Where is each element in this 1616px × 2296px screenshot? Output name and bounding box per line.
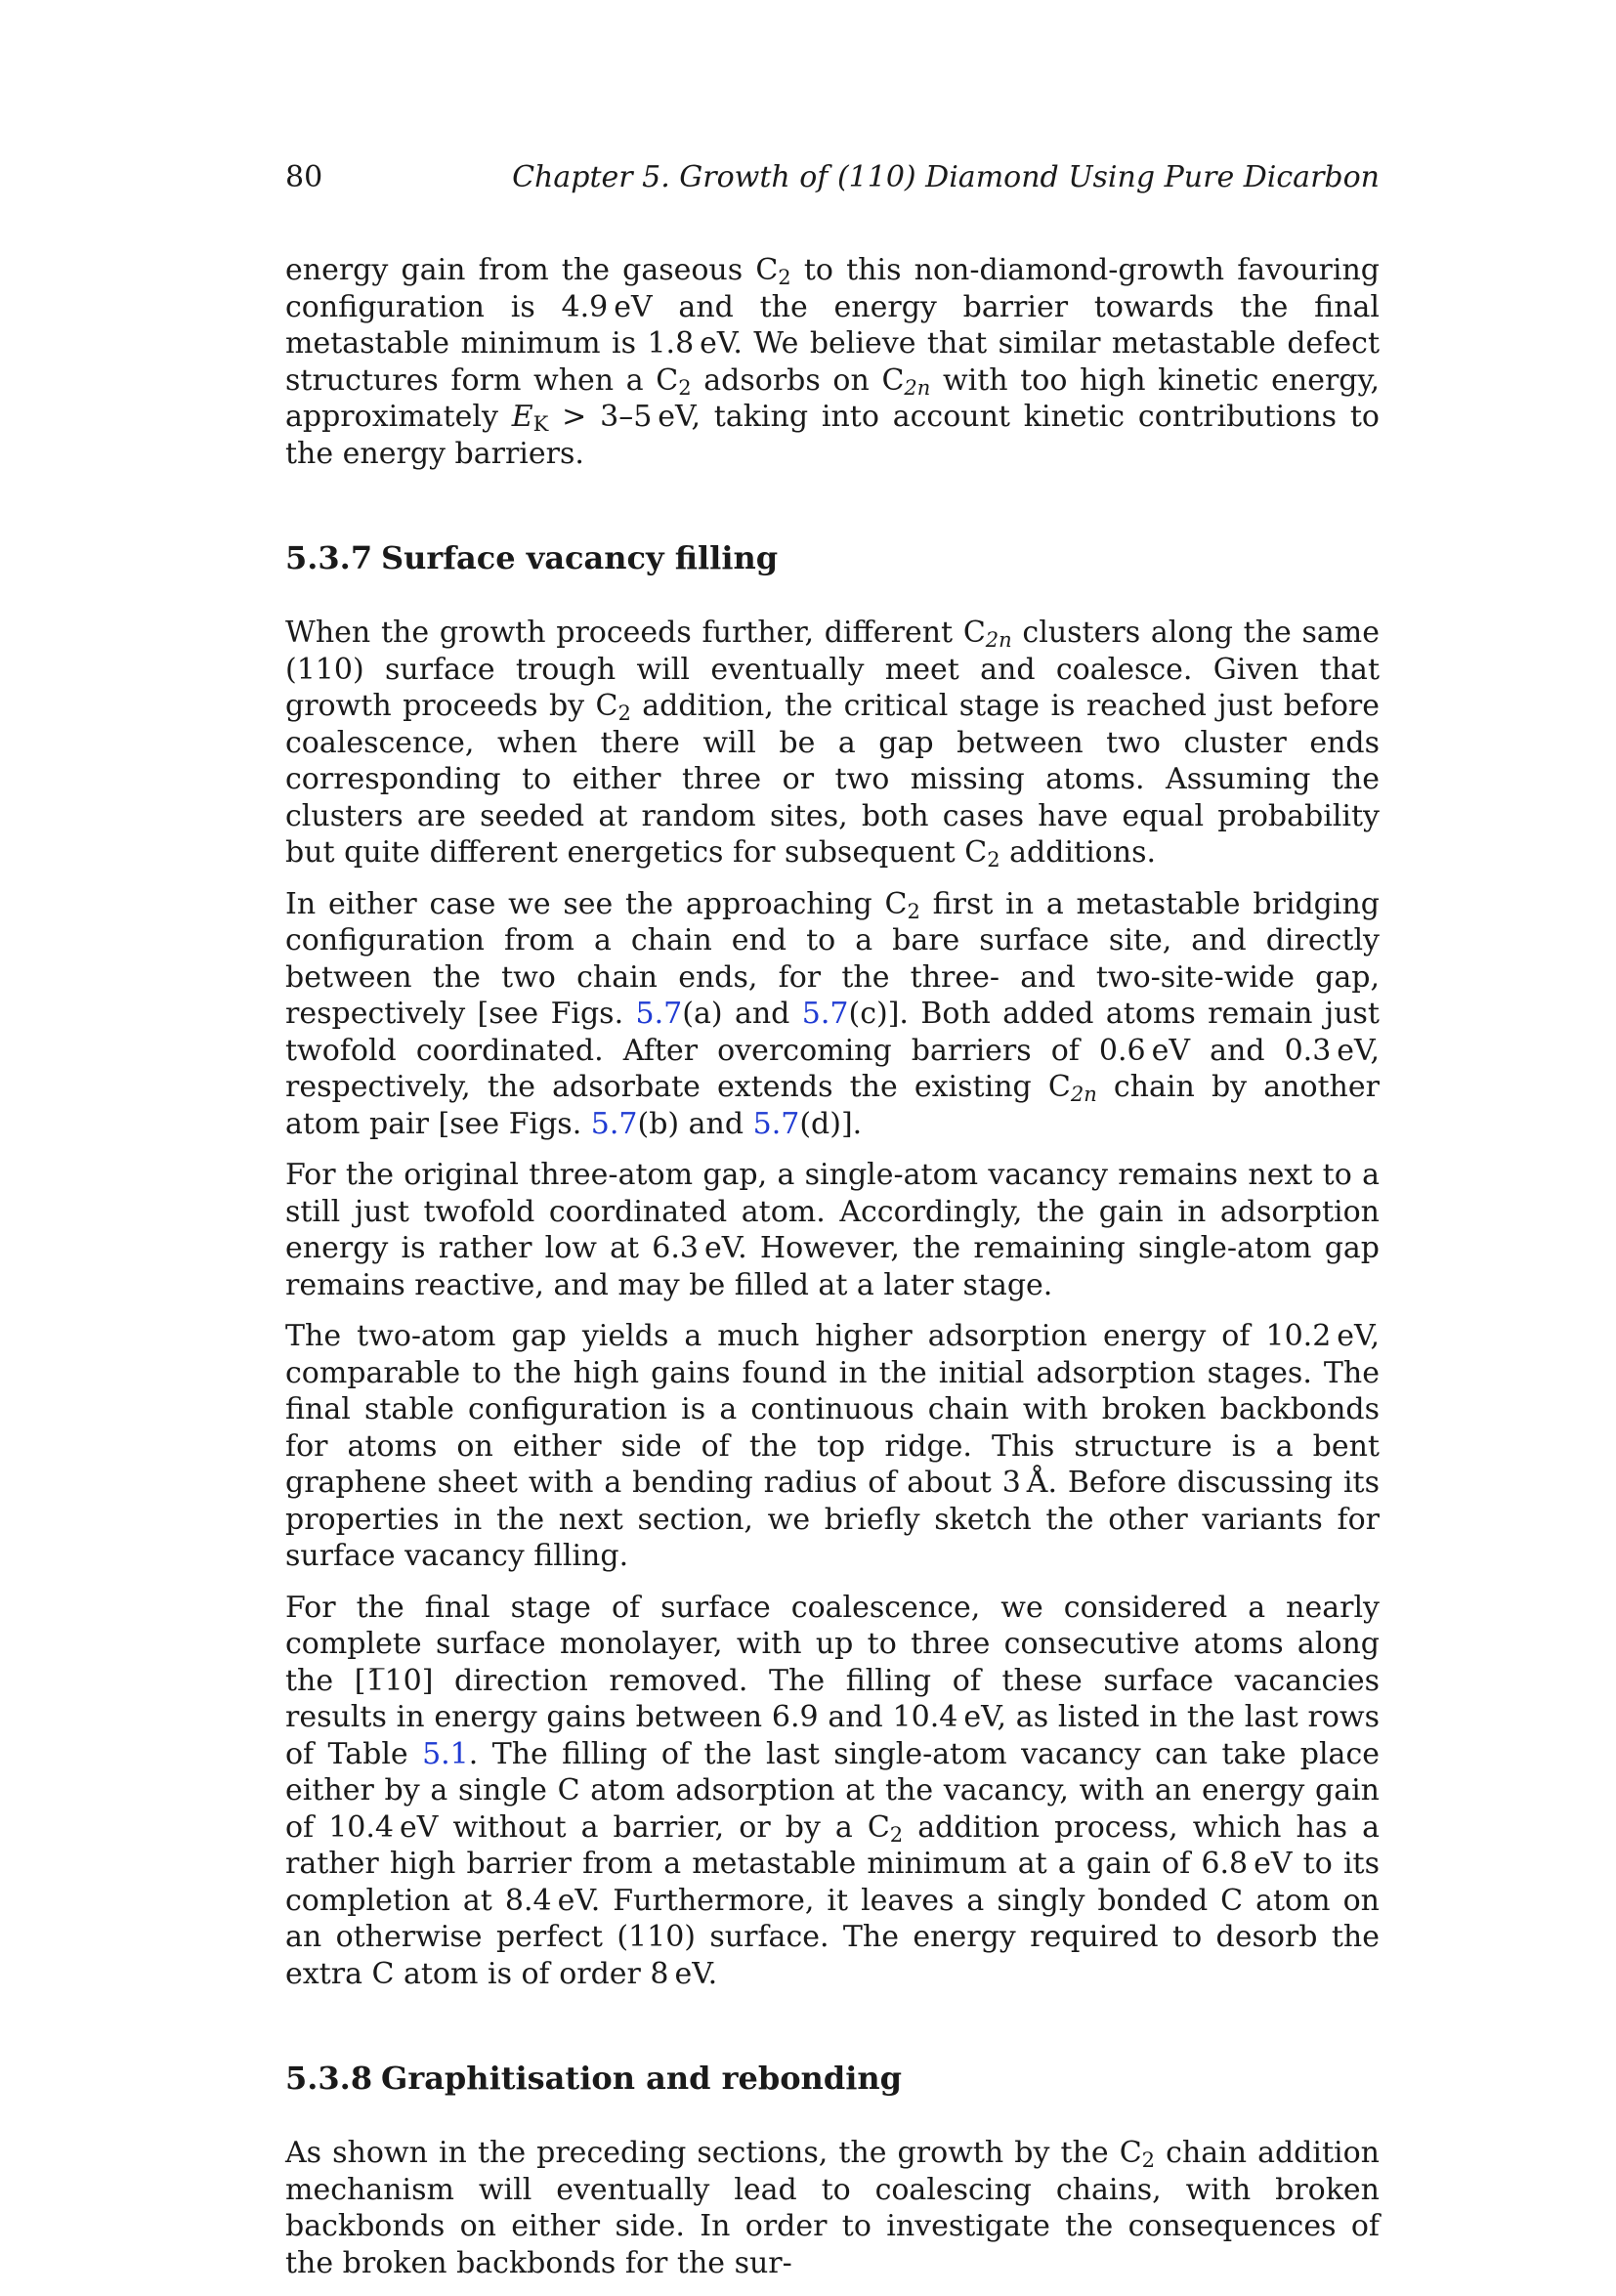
page-number: 80 — [285, 160, 323, 194]
paragraph: For the original three-atom gap, a single-atom vacancy remains next to a still just twofold coordinated atom. Accordingly, the gain in adsorption energy is rather low at 6.3 eV. However, the remaining single-atom gap remains reactive, and may be filled at a later stage. — [285, 1158, 1380, 1302]
running-title: Chapter 5. Growth of (110) Diamond Using Pure Dicarbon — [512, 160, 1380, 194]
page-body — [285, 252, 1380, 2296]
paragraph: As shown in the preceding sections, the growth by the $C_2$ chain addition mechanism will eventually lead to coalescing chains, with broken backbonds on either side. In order to investigate the consequences of the broken backbonds for the sur- — [285, 2136, 1381, 2280]
paragraph: When the growth proceeds further, different $C_{2n}$ clusters along the same (110) surface trough will eventually meet and coalesce. Given that growth proceeds by $C_2$ addition, the critical stage is reached just before coalescence, when there will be a gap between two cluster ends corresponding to either three or two missing atoms. Assuming the clusters are seeded at random sites, both cases have equal probability but quite different energetics for subsequent $C_2$ additions. — [285, 616, 1381, 872]
section-title: Surface vacancy filling — [381, 539, 779, 576]
figure-link[interactable]: 5.7 — [801, 997, 849, 1031]
section-heading-5-3-8 — [285, 2059, 1380, 2098]
figure-link[interactable]: 5.7 — [752, 1106, 800, 1141]
section-title: Graphitisation and rebonding — [381, 2060, 902, 2097]
table-link[interactable]: 5.1 — [422, 1736, 469, 1771]
intro-paragraph: energy gain from the gaseous $C_2$ to this non-diamond-growth favouring configuration is 4.9 eV and the energy barrier towards the final metastable minimum is 1.8 eV. We believe that similar metastable defect structures form when a $C_2$ adsorbs on $C_{2n}$ with too high kinetic energy, approximately $E_K > 3-5$ eV, taking into account kinetic contributions to the energy barriers. — [285, 253, 1380, 471]
running-header — [285, 158, 1380, 197]
section-heading-5-3-7 — [285, 538, 1380, 577]
paragraph: For the final stage of surface coalescence, we considered a nearly complete surface monolayer, with up to three consecutive atoms along the [1̅10] direction removed. The filling of these surface vacancies results in energy gains between 6.9 and 10.4 eV, as listed in the last rows of Table 5.1. The filling of the last single-atom vacancy can take place either by a single C atom adsorption at the vacancy, with an energy gain of 10.4 eV without a barrier, or by a $C_2$ addition process, which has a rather high barrier from a metastable minimum at a gain of 6.8 eV to its completion at 8.4 eV. Furthermore, it leaves a singly bonded C atom on an otherwise perfect (110) surface. The energy required to desorb the extra C atom is of order 8 eV. — [285, 1590, 1380, 1991]
paragraph: The two-atom gap yields a much higher adsorption energy of 10.2 eV, comparable to the high gains found in the initial adsorption stages. The final stable configuration is a continuous chain with broken backbonds for atoms on either side of the top ridge. This structure is a bent graphene sheet with a bending radius of about 3 Å. Before discussing its properties in the next section, we briefly sketch the other variants for surface vacancy filling. — [285, 1319, 1380, 1573]
figure-link[interactable]: 5.7 — [635, 997, 683, 1031]
section-number: 5.3.8 — [285, 2060, 373, 2097]
paragraph: In either case we see the approaching $C_2$ first in a metastable bridging configuration from a chain end to a bare surface site, and directly between the two chain ends, for the three- and two-site-wide gap, respectively [see Figs. 5.7(a) and 5.7(c)]. Both added atoms remain just twofold coordinated. After overcoming barriers of 0.6 eV and 0.3 eV, respectively, the adsorbate extends the existing $C_{2n}$ chain by another atom pair [see Figs. 5.7(b) and 5.7(d)]. — [285, 886, 1380, 1141]
section-number: 5.3.7 — [285, 539, 373, 576]
figure-link[interactable]: 5.7 — [590, 1106, 638, 1141]
